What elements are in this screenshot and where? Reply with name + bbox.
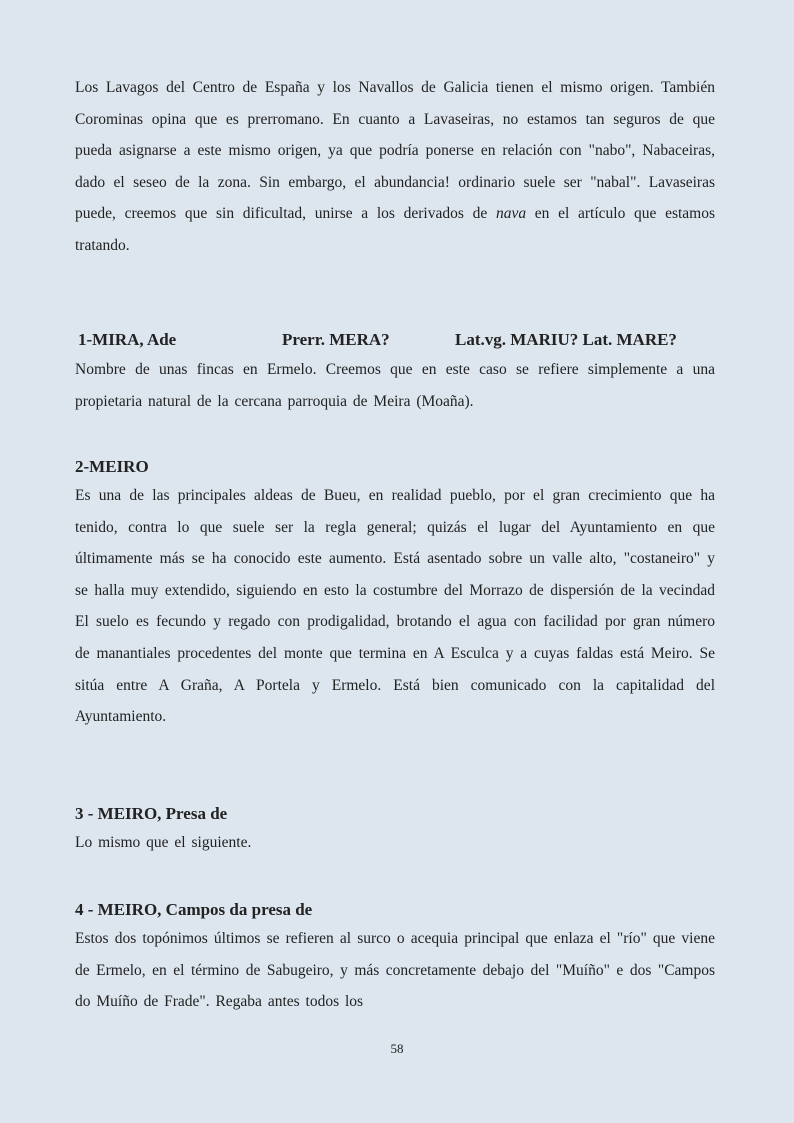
entry-4-text: Estos dos topónimos últimos se refieren al surco o acequia principal que enlaza el "río" que viene de Ermelo, en el término de Sabugeiro, y más concretamente debajo del "Muíño" e dos "Campos do Muíño de Frade". Regaba antes todos los: [75, 930, 715, 1011]
page-number: 58: [390, 1041, 404, 1056]
entry-1-etymology-2: Lat.vg. MARIU? Lat. MARE?: [455, 330, 677, 349]
intro-text-end: en el artículo que estamos tratando.: [75, 205, 716, 254]
entry-1-title: 1-MIRA, Ade: [78, 330, 177, 349]
entry-3-heading: 3 - MEIRO, Presa de: [75, 804, 228, 823]
entry-1-text: Nombre de unas fincas en Ermelo. Creemos que en este caso se refiere simplemente a una propietaria natural de la cercana parroquia de Meira (Moaña).: [75, 361, 715, 410]
entry-2-text: Es una de las principales aldeas de Bueu, en realidad pueblo, por el gran crecimiento que ha tenido, contra lo que suele ser la regla general; quizás el lugar del Ayuntamiento en que últimamente más se ha conocido este aumento. Está asentado sobre un valle alto, "costaneiro" y se halla muy extendido, siguiendo en esto la costumbre del Morrazo de dispersión de la vecindad El suelo es fecundo y regado con prodigalidad, brotando el agua con facilidad por gran número de manantiales procedentes del monte que termina en A Esculca y a cuyas faldas está Meiro. Se sitúa entre A Graña, A Portela y Ermelo. Está bien comunicado con la capitalidad del Ayuntamiento.: [75, 487, 715, 726]
entry-2-heading: 2-MEIRO: [75, 457, 149, 476]
intro-text: Los Lavagos del Centro de España y los Navallos de Galicia tienen el mismo origen. También Corominas opina que es prerromano. En cuanto a Lavaseiras, no estamos tan seguros de que pueda asignarse a este mismo origen, ya que podría ponerse en relación con "nabo", Nabaceiras, dado el seseo de la zona. Sin embargo, el abundancia! ordinario suele ser "nabal". Lavaseiras puede, creemos que sin dificultad, unirse a los derivados de: [75, 79, 715, 223]
entry-3-text: Lo mismo que el siguiente.: [75, 834, 252, 851]
entry-1-etymology-1: Prerr. MERA?: [282, 330, 390, 349]
entry-1-heading: [78, 330, 718, 352]
intro-italic-term: nava: [495, 205, 527, 223]
entry-4-heading: 4 - MEIRO, Campos da presa de: [75, 900, 313, 919]
intro-paragraph: [75, 72, 715, 262]
